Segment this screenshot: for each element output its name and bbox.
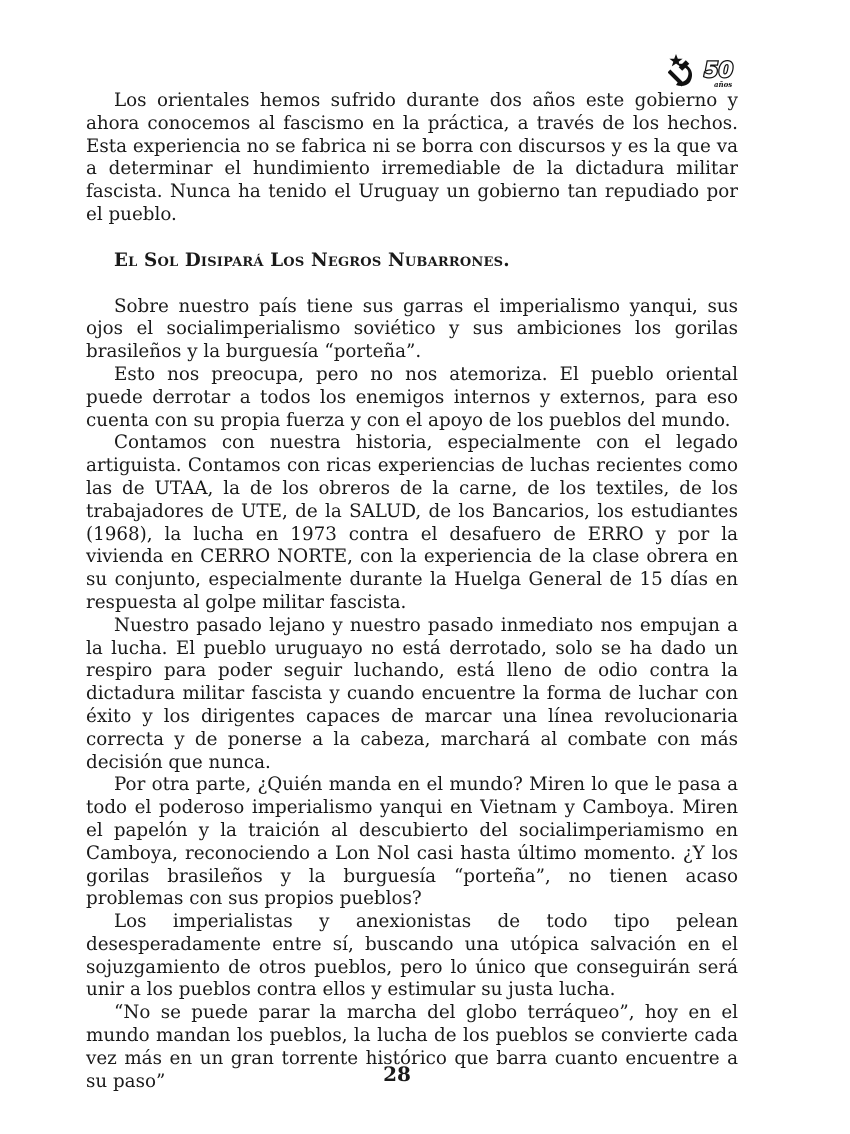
paragraph-5: Por otra parte, ¿Quién manda en el mundo? Miren lo que le pasa a todo el poderoso imperialismo yanqui en Vietnam y Camboya. Miren el papelón y la traición al descubierto del socialimperiamismo en Camboya, reconociendo a Lon Nol casi hasta último momento. ¿Y los gorilas brasileños y la burguesía “porteña”, no tienen acaso problemas con sus propios pueblos? <box>86 774 738 910</box>
paragraph-7: “No se puede parar la marcha del globo terráqueo”, hoy en el mundo mandan los pueblos, la lucha de los pueblos se convierte cada vez más en un gran torrente histórico que barra cuanto encuentre a su paso” <box>86 1002 738 1092</box>
paragraph-3: Contamos con nuestra historia, especialmente con el legado artiguista. Contamos con ricas experiencias de luchas recientes como las de UTAA, la de los obreros de la carne, de los textiles, de los trabajadores de UTE, de la SALUD, de los Bancarios, los estudiantes (1968), la lucha en 1973 contra el desafuero de ERRO y por la vivienda en CERRO NORTE, con la experiencia de la clase obrera en su conjunto, especialmente durante la Huelga General de 15 días en respuesta al golpe militar fascista. <box>86 432 738 613</box>
page-number: 28 <box>383 1062 411 1086</box>
page-body <box>86 90 738 1093</box>
logo-number: 50 <box>704 58 734 82</box>
paragraph-2: Esto nos preocupa, pero no nos atemoriza. El pueblo oriental puede derrotar a todos los enemigos internos y externos, para eso cuenta con su propia fuerza y con el apoyo de los pueblos del mundo. <box>86 363 738 431</box>
paragraph-1: Sobre nuestro país tiene sus garras el imperialismo yanqui, sus ojos el socialimperialismo soviético y sus ambiciones los gorilas brasileños y la burguesía “porteña”. <box>86 295 738 363</box>
paragraph-4: Nuestro pasado lejano y nuestro pasado inmediato nos empujan a la lucha. El pueblo uruguayo no está derrotado, solo se ha dado un respiro para poder seguir luchando, está lleno de odio contra la dictadura militar fascista y cuando encuentre la forma de luchar con éxito y los dirigentes capaces de marcar una línea revolucionaria correcta y de ponerse a la cabeza, marchará al combate con más decisión que nunca. <box>86 614 738 773</box>
anniversary-logo <box>668 52 742 92</box>
logo-word: años <box>714 80 733 89</box>
paragraph-6: Los imperialistas y anexionistas de todo tipo pelean desesperadamente entre sí, buscando una utópica salvación en el sojuzgamiento de otros pueblos, pero lo único que conseguirán será unir a los pueblos contra ellos y estimular su justa lucha. <box>86 911 738 1001</box>
section-heading: El Sol Disipará Los Negros Nubarrones. <box>114 249 510 271</box>
hammer-sickle-icon <box>668 52 742 92</box>
intro-paragraph: Los orientales hemos sufrido durante dos años este gobierno y ahora conocemos al fascismo en la práctica, a través de los hechos. Esta experiencia no se fabrica ni se borra con discursos y es la que va a determinar el hundimiento irremediable de la dictadura militar fascista. Nunca ha tenido el Uruguay un gobierno tan repudiado por el pueblo. <box>86 90 738 225</box>
